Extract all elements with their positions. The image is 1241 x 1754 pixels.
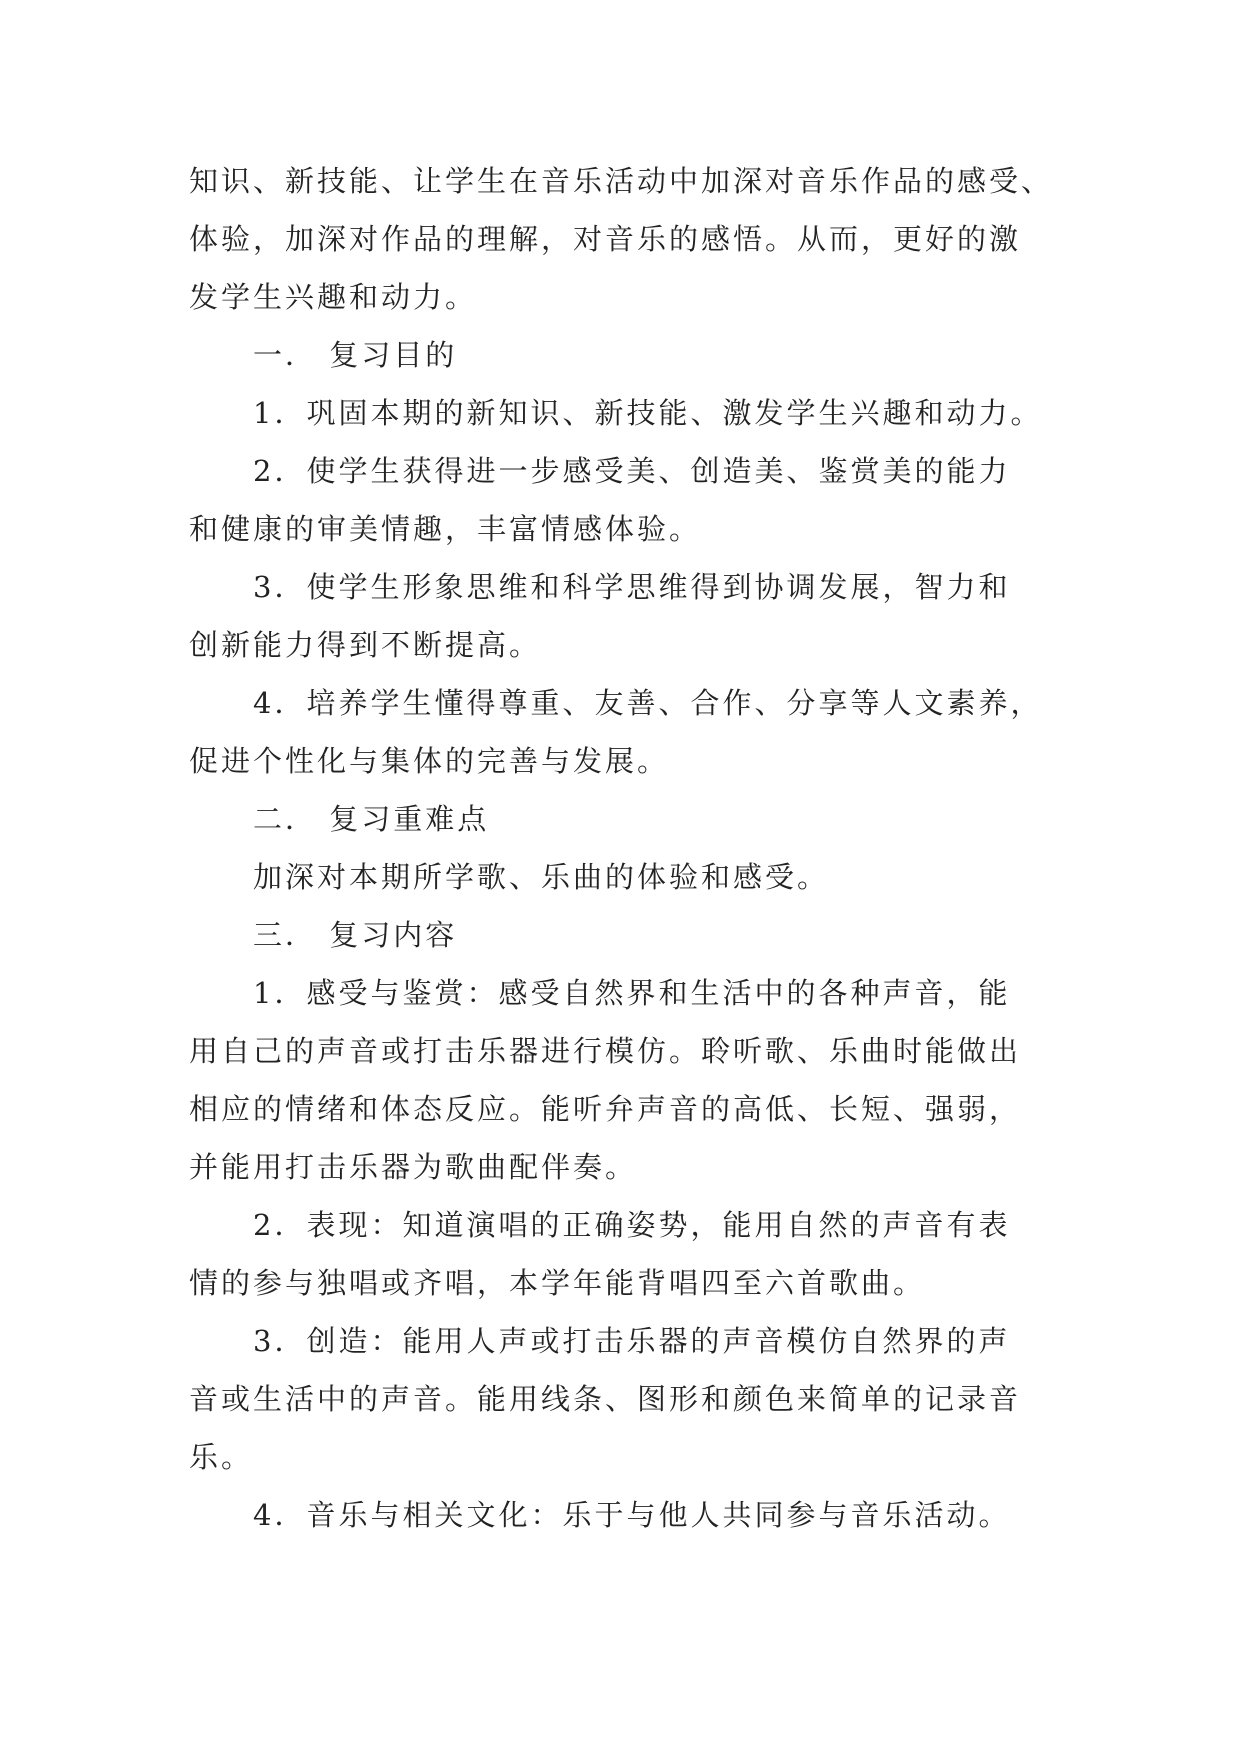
paragraph-line: 创新能力得到不断提高。 — [189, 628, 542, 662]
paragraph-line: 并能用打击乐器为歌曲配伴奏。 — [189, 1150, 638, 1184]
paragraph-line: 情的参与独唱或齐唱，本学年能背唱四至六首歌曲。 — [189, 1266, 926, 1300]
paragraph-line: 3．创造：能用人声或打击乐器的声音模仿自然界的声 — [253, 1324, 1011, 1358]
paragraph-line: 1．感受与鉴赏：感受自然界和生活中的各种声音，能 — [253, 976, 1011, 1010]
paragraph-line: 4．培养学生懂得尊重、友善、合作、分享等人文素养， — [253, 686, 1043, 720]
paragraph-line: 4．音乐与相关文化：乐于与他人共同参与音乐活动。 — [253, 1498, 1011, 1532]
paragraph-line: 1．巩固本期的新知识、新技能、激发学生兴趣和动力。 — [253, 396, 1043, 430]
paragraph-line: 相应的情绪和体态反应。能听弁声音的高低、长短、强弱， — [189, 1092, 1022, 1126]
section-heading-objectives: 一． 复习目的 — [253, 338, 458, 372]
paragraph-line: 和健康的审美情趣，丰富情感体验。 — [189, 512, 702, 546]
paragraph-line: 促进个性化与集体的完善与发展。 — [189, 744, 670, 778]
paragraph-line: 知识、新技能、让学生在音乐活动中加深对音乐作品的感受、 — [189, 164, 1054, 198]
section-heading-key-points: 二． 复习重难点 — [253, 802, 490, 836]
paragraph-line: 乐。 — [189, 1440, 254, 1474]
paragraph-line: 体验，加深对作品的理解，对音乐的感悟。从而，更好的激 — [189, 222, 1022, 256]
paragraph-line: 加深对本期所学歌、乐曲的体验和感受。 — [253, 860, 830, 894]
paragraph-line: 用自己的声音或打击乐器进行模仿。聆听歌、乐曲时能做出 — [189, 1034, 1022, 1068]
paragraph-line: 3．使学生形象思维和科学思维得到协调发展，智力和 — [253, 570, 1011, 604]
paragraph-line: 发学生兴趣和动力。 — [189, 280, 478, 314]
document-body — [189, 152, 1069, 1544]
paragraph-line: 2．使学生获得进一步感受美、创造美、鉴赏美的能力 — [253, 454, 1011, 488]
section-heading-content: 三． 复习内容 — [253, 918, 458, 952]
paragraph-line: 2．表现：知道演唱的正确姿势，能用自然的声音有表 — [253, 1208, 1011, 1242]
paragraph-line: 音或生活中的声音。能用线条、图形和颜色来简单的记录音 — [189, 1382, 1022, 1416]
